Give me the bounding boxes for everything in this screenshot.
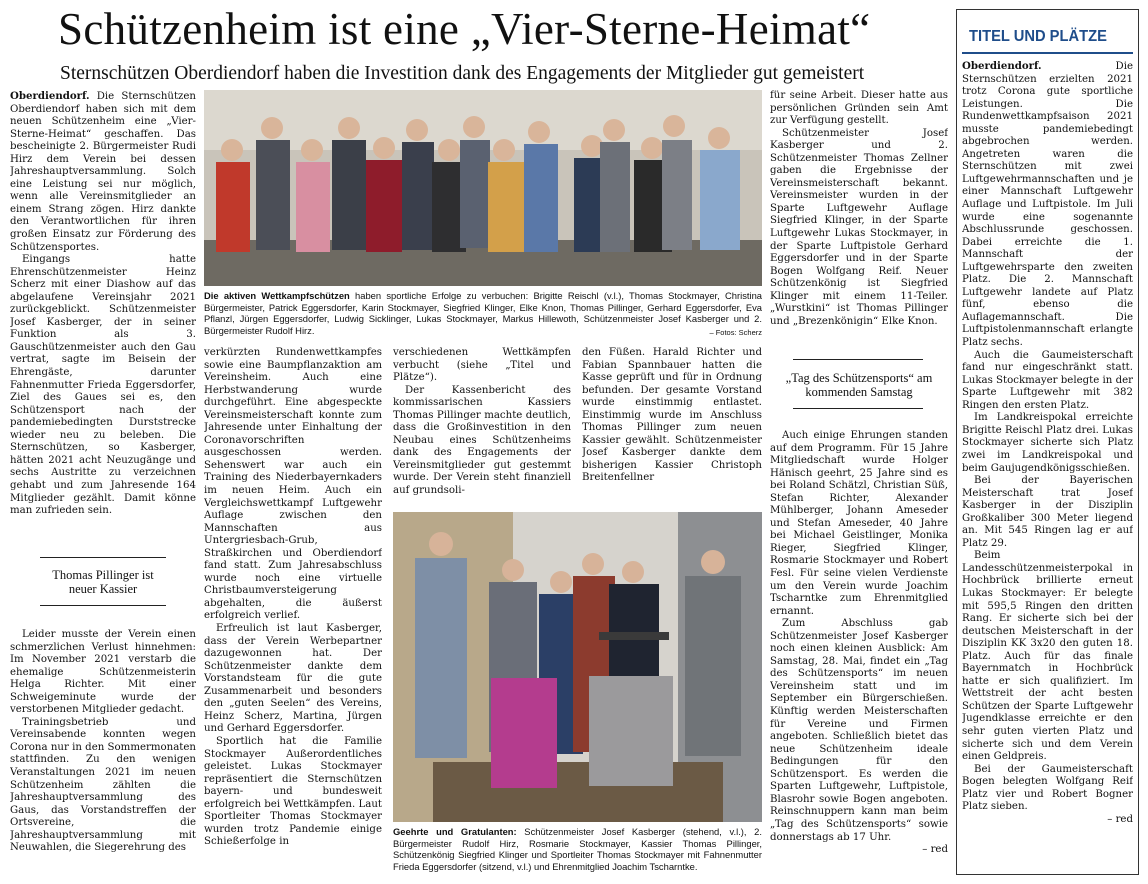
paragraph: Trainingsbetrieb und Vereinsabende konnten wegen Corona nur in den Sommermonaten stattfinden. Zu den wenigen Veranstaltungen 2021 im neuen Schützenheim zählten die Jahreshauptversammlung des Gaus, das Vorstandstreffen der Ortsvereine, die Jahreshauptversammlung mit Neuwahlen, die Siegerehrung des [10, 716, 196, 854]
paragraph: Beim Landesschützenmeisterpokal in Hochbrück brillierte erneut Lukas Stockmayer: Er belegte mit 595,5 Ringen den dritten Rang. Er sicherte sich bei der deutschen Meisterschaft in der Disziplin KK 3x20 den guten 18. Platz. Auch für das finale Bayernmatch in Hochbrück hatte er sich qualifiziert. Im Wettstreit der acht besten Schützen der Sparte Luftgewehr Jugendklasse erreichte er den sehr guten vierten Platz und sicherte sich und dem Verein einen Geldpreis. [962, 550, 1133, 763]
divider [40, 605, 166, 606]
honorees-photo-illustration [393, 512, 762, 822]
honorees-photo-caption [393, 826, 762, 876]
article-column-5-continued [770, 430, 948, 876]
paragraph: Eingangs hatte Ehrenschützenmeister Heinz Scherz mit einer Diashow auf das abgelaufene Vereinsjahr 2021 zurückgeblickt. Schützenmeister Josef Kasberger, der in seiner Funktion als 3. Gauschützenmeister auch den Gau vertrat, sagte im Beisein der Ehrengäste, darunter Fahnenmutter Frieda Eggersdorfer, Ziel des Gaues sei es, den Schützensport nach der pandemiebedingten Durststrecke wieder neu zu beleben. Die Sternschützen, so Kasberger, hätten 2021 acht Neuzugänge und sechs Austritte zu verzeichnen gehabt und zum Jahresende 164 Mitglieder gezählt. Damit könne man zufrieden sein. [10, 254, 196, 517]
paragraph: Auch einige Ehrungen standen auf dem Programm. Für 15 Jahre Mitgliedschaft wurde Holger Hänisch geehrt, 25 Jahre sind es bei Roland Schätzl, Christian Süß, Stefan Richter, Alexander Mühlberger, Johann Ameseder und Stefan Ameseder, 40 Jahre bei Michael Geistlinger, Monika Rieger, Siegfried Klinger, Rosmarie Stockmayer und Robert Fesl. Für seine vielen Verdienste um den Verein wurde Joachim Tscharntke zum Ehrenmitglied ernannt. [770, 430, 948, 617]
paragraph: Zum Abschluss gab Schützenmeister Josef Kasberger noch einen kleinen Ausblick: Am Samstag, 28. Mai, findet ein „Tag des Schützensports“ im neuen Vereinsheim statt und im September ein Bürgerschießen. Künftig werden Meisterschaften für Vereine und Firmen angeboten. Schließlich bietet das neue Schützenheim ideale Bedingungen für den Schützensport. Es werden die Sparten Luftgewehr, Luftpistole, Blasrohr sowie Bogen angeboten. Reinschnuppern kann man beim „Tag des Schützensports“ sowie donnerstags ab 17 Uhr. [770, 618, 948, 843]
article-column-4 [582, 347, 762, 507]
paragraph: Leider musste der Verein einen schmerzlichen Verlust hinnehmen: Im November 2021 verstarb die ehemalige Schützenmeisterin Helga Richter. Mit einer Schweigeminute wurde der verstorbenen Mitglieder gedacht. [10, 629, 196, 716]
article-column-1 [10, 90, 196, 546]
article-column-1-continued [10, 629, 196, 875]
paragraph: Im Landkreispokal erreichte Brigitte Reischl Platz drei. Lukas Stockmayer sicherte sich Platz zwei im Landkreispokal und beim Gaujugendkönigsschießen. [962, 412, 1133, 474]
article-column-3 [393, 347, 571, 507]
paragraph: Der Kassenbericht des kommissarischen Kassiers Thomas Pillinger machte deutlich, dass die Großinvestition in den Neubau eines Schützenheims dank des Engagements der Vereinsmitglieder gut gestemmt wurde. Der Verein steht finanziell auf grundsoli- [393, 384, 571, 497]
headline: Schützenheim ist eine „Vier-Sterne-Heimat“ [58, 4, 871, 54]
caption-text: haben sportliche Erfolge zu verbuchen: Brigitte Reischl (v.l.), Thomas Stockmayer, Christina Bürgermeister, Patrick Eggersdorfer, Karin Stockmayer, Siegfried Klinger, Elke Knon, Thomas Pillinger, Gerhard Eggersdorfer, Eva Pflanzl, Jürgen Eggersdorfer, Ludwig Sicklinger, Lukas Stockmayer, Markus Hillewoth, Schützenmeister Josef Kasberger und 2. Bürgermeister Rudolf Hirz. [204, 290, 762, 336]
paragraph: Bei der Gaumeisterschaft Bogen belegten Wolfgang Reif Platz vier und Robert Bogner Platz sieben. [962, 763, 1133, 813]
divider [793, 408, 923, 409]
paragraph: verschiedenen Wettkämpfen verbucht (siehe „Titel und Plätze“). [393, 347, 571, 384]
paragraph: Sportlich hat die Familie Stockmayer Außerordentliches geleistet. Lukas Stockmayer repräsentiert die Sternschützen bayern- und bundesweit erfolgreich bei Wettkämpfen. Laut Sportleiter Thomas Stockmayer wurden trotz Pandemie einige Schießerfolge in [204, 735, 382, 848]
photo-credit: – Fotos: Scherz [709, 327, 762, 337]
caption-lead: Geehrte und Gratulanten: [393, 826, 517, 837]
paragraph: Schützenmeister Josef Kasberger und 2. Schützenmeister Thomas Zellner gaben die Ergebnisse der Vereinsmeisterschaft bekannt. Vereinsmeister wurden in der Sparte Luftgewehr Auflage Siegfried Klinger, in der Sparte Luftgewehr Lukas Stockmayer, in der Sparte Luftpistole Gerhard Eggersdorfer und in der Sparte Bogen Wolfgang Reif. Neuer Schützenkönig ist Siegfried Klinger mit einem 11-Teiler. „Wurstkini“ ist Thomas Pillinger und „Brezenkönigin“ Elke Knon. [770, 127, 948, 327]
article-column-2 [204, 347, 382, 875]
team-photo-caption [204, 290, 762, 340]
divider [793, 359, 923, 360]
paragraph: Bei der Bayerischen Meisterschaft trat Josef Kasberger in der Disziplin Großkaliber 300 Meter liegend an. Mit 545 Ringen lag er auf Platz 29. [962, 475, 1133, 549]
paragraph: Erfreulich ist laut Kasberger, dass der Verein Werbepartner dazugewonnen hat. Der Schützenmeister dankte dem Vorstandsteam für die gute Zusammenarbeit und besonders den „guten Seelen“ des Vereins, Heinz Scherz, Martina, Jürgen und Gerhard Eggersdorfer. [204, 623, 382, 735]
dateline: Oberdiendorf. [962, 60, 1042, 72]
paragraph: Auch die Gaumeisterschaft fand nur eingeschränkt statt. Lukas Stockmayer belegte in der Sparte Luftgewehr mit 382 Ringen den ersten Platz. [962, 349, 1133, 411]
team-photo [204, 90, 762, 286]
team-photo-illustration [204, 90, 762, 286]
caption-lead: Die aktiven Wettkampfschützen [204, 290, 350, 301]
section-subtitle: Thomas Pillinger ist neuer Kassier [52, 568, 154, 596]
author-sign: – red [1107, 813, 1133, 825]
dateline: Oberdiendorf. [10, 90, 90, 102]
honorees-photo [393, 512, 762, 822]
author-sign: – red [922, 844, 948, 856]
section-subtitle: „Tag des Schützensports“ am kommenden Samstag [785, 371, 933, 399]
caption-text: Schützenmeister Josef Kasberger (stehend, v.l.), 2. Bürgermeister Rudolf Hirz, Rosmarie Stockmayer, Kassier Thomas Pillinger, Schützenkönig Siegfried Klinger und Sportleiter Thomas Stockmayer mit Fahnenmutter Frieda Eggersdorfer (sitzend, v.l.) und Ehrenmitglied Joachim Tscharntke. [393, 826, 762, 872]
paragraph: Die Sternschützen erzielten 2021 trotz Corona gute sportliche Leistungen. Die Rundenwettkampfsaison 2021 musste pandemiebedingt abgebrochen werden. Angetreten waren die Sternschützen mit zwei Luftgewehrmannschaften und je einer Mannschaft Luftgewehr Auflage und Luftpistole. Im Juli wurde eine sogenannte Abschlussrunde geschossen. Dabei erreichte die 1. Mannschaft der Luftgewehrsparte den zweiten Platz. Die 2. Mannschaft Luftgewehr landete auf Platz fünf, ebenso die Auflagemannschaft. Die Luftpistolenmannschaft erlangte Platz sechs. [962, 61, 1133, 349]
paragraph: den Füßen. Harald Richter und Fabian Spannbauer hatten die Kasse geprüft und für in Ordnung befunden. Der gesamte Vorstand wurde einstimmig entlastet. Einstimmig wurde im Anschluss Thomas Pillinger zum neuen Kassier gewählt. Schützenmeister Josef Kasberger dankte dem bisherigen Kassier Christoph Breitenfellner [582, 347, 762, 484]
divider [40, 557, 166, 558]
sidebar-title: TITEL UND PLÄTZE [969, 28, 1107, 45]
sidebar-text [962, 60, 1133, 870]
sidebar-title-underline [962, 52, 1133, 54]
paragraph: für seine Arbeit. Dieser hatte aus persönlichen Gründen sein Amt zur Verfügung gestellt. [770, 90, 948, 127]
paragraph: Die Sternschützen Oberdiendorf haben sich mit dem neuen Schützenheim eine „Vier-Sterne-Heimat“ geschaffen. Das bescheinigte 2. Bürgermeister Rudi Hirz dem Verein bei dessen Jahreshauptversammlung. Solch eine Leistung sei nur möglich, wenn alle Vereinsmitglieder an einem Strang zögen. Hirz dankte den Verantwortlichen für ihren großen Einsatz zur Förderung des Schützensportes. [10, 91, 196, 253]
subheadline: Sternschützen Oberdiendorf haben die Investition dank des Engagements der Mitglieder gut gemeistert [60, 63, 865, 84]
paragraph: verkürzten Rundenwettkampfes sowie eine Baumpflanzaktion am Vereinsheim. Auch eine Herbstwanderung wurde durchgeführt. Eine abgespeckte Vereinsmeisterschaft konnte zum Jahresende unter Einhaltung der Coronavorschriften ausgeschossen werden. Sehenswert war auch ein Training des Niederbayernkaders im neuen Heim. Auch ein Vergleichswettkampf Luftgewehr Auflage zwischen den Mannschaften aus Untergriesbach-Grub, Straßkirchen und Oberdiendorf fand statt. Zum Jahresabschluss wurde noch eine virtuelle Christbaumversteigerung abgehalten, die äußerst erfolgreich verlief. [204, 347, 382, 622]
article-column-5 [770, 90, 948, 350]
